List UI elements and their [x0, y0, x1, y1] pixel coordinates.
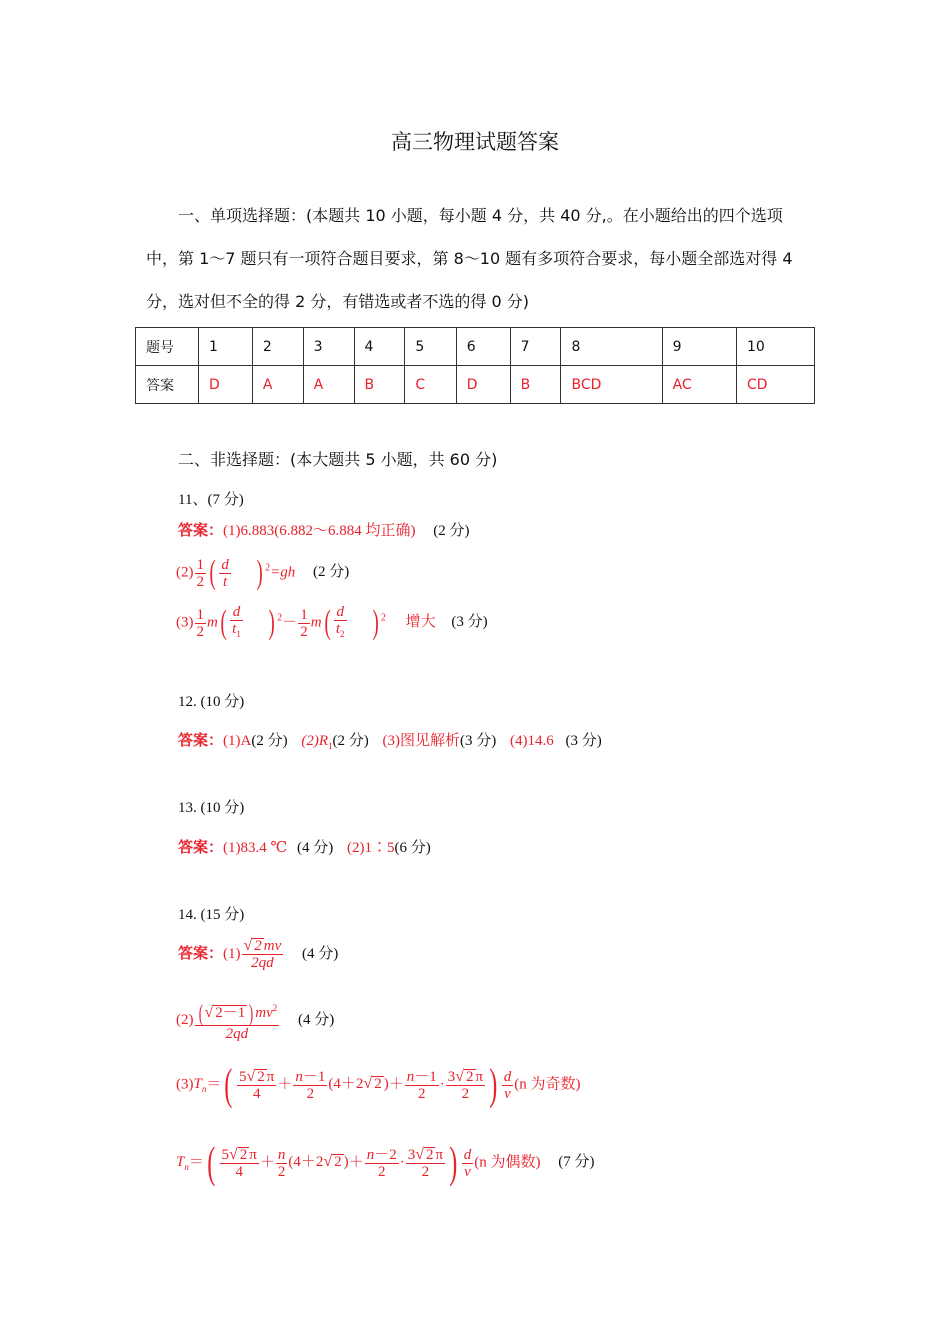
table-cell: 2: [252, 328, 303, 366]
q12-s4: (3 分): [565, 733, 602, 749]
q11-answer-line1: [178, 519, 470, 540]
q14-answer-line2: [176, 1000, 334, 1042]
q12-label: 12. (10 分): [178, 694, 245, 710]
q11-answer-line2: (2) $\frac{1}{2}$ ( $\frac{d}{t}$ ) $^2$=gh (2 分): [176, 554, 350, 591]
fraction-d-over-t2: $\frac{d}{t_2}$: [335, 604, 345, 639]
q12-a2: (2)R: [301, 733, 328, 749]
section1-heading-line1: 一、单项选择题：(本题共 10 小题，每小题 4 分，共 40 分,。在小题给出的四个选项: [178, 206, 783, 225]
answer-cell: CD: [736, 366, 814, 404]
q11-a2-prefix: (2): [176, 564, 194, 581]
paren-close: ): [372, 604, 379, 641]
fraction-half: $\frac{1}{2}$: [196, 556, 204, 590]
q11-a1-score: (2 分): [433, 523, 470, 539]
q14-answer-line3: $(3)T_n=$( $\frac{5√ 2 \pi}{4}$ ＋ $\frac{n-1}{2}$ (4＋2√ 2 )＋ $\frac{n-1}{2}$ · $\frac{3√ 2 \pi}{2}$ ) $\frac{d}{v}$ (n 为奇数): [176, 1060, 581, 1109]
q14-odd-note: (n 为奇数): [514, 1076, 581, 1093]
fraction-d-over-v: $\frac{d}{v}$: [503, 1068, 512, 1102]
paren-open: (: [209, 554, 216, 591]
q14-answer-line1: [178, 938, 338, 971]
answer-cell: B: [510, 366, 561, 404]
fraction-n-minus-1-over-2: $\frac{n-1}{2}$: [406, 1068, 437, 1102]
table-cell: 7: [510, 328, 561, 366]
paren-open: (: [220, 604, 227, 641]
q13-a1: (1)83.4 ℃: [223, 840, 288, 856]
answer-cell: A: [303, 366, 354, 404]
table-row-numbers: [136, 328, 815, 366]
answer-cell: A: [252, 366, 303, 404]
q14-a3-prefix: (3): [176, 1076, 194, 1093]
q13-s1: (4 分): [297, 840, 334, 856]
fraction-d-over-t: $\frac{d}{t}$: [221, 556, 229, 590]
fraction-5root2pi-over-4: $\frac{5√ 2 \pi}{4}$: [221, 1145, 257, 1180]
q13-label: 13. (10 分): [178, 800, 245, 816]
q13-a2: (2)1∶5: [347, 840, 395, 856]
answer-cell: C: [405, 366, 456, 404]
answer-table: [135, 327, 815, 404]
table-cell: 6: [456, 328, 510, 366]
q14-a2-prefix: (2): [176, 1012, 194, 1029]
q12-a4: (4)14.6: [510, 733, 554, 749]
fraction-n-over-2: $\frac{n}{2}$: [277, 1146, 286, 1180]
q12-s2: (2 分): [332, 733, 369, 749]
q14-answer-line4: $T_n=$( $\frac{5√ 2 \pi}{4}$ ＋ $\frac{n}{2}$ (4＋2√ 2 )＋ $\frac{n-2}{2}$ · $\frac{3√ 2 \pi}{2}$ ) $\frac{d}{v}$ (n 为偶数) (7 分): [176, 1138, 595, 1187]
q14-label: 14. (15 分): [178, 907, 245, 923]
fraction-5root2pi-over-4: $\frac{5√ 2 \pi}{4}$: [239, 1067, 275, 1102]
answer-cell: AC: [662, 366, 736, 404]
answer-cell: D: [456, 366, 510, 404]
q14-a2-score: (4 分): [298, 1012, 335, 1029]
q11-a2-score: (2 分): [313, 564, 350, 581]
answer-prefix: 答案：: [178, 521, 224, 539]
fraction-n-minus-1-over-2: $\frac{n-1}{2}$: [295, 1068, 326, 1102]
q11-a3-score: (3 分): [451, 614, 488, 631]
q12-s3: (3 分): [460, 733, 497, 749]
fraction-half: $\frac{1}{2}$: [300, 606, 308, 640]
paren-close: ): [489, 1060, 498, 1109]
q12-a1: (1)A: [223, 733, 252, 749]
answer-cell: BCD: [561, 366, 662, 404]
table-cell: 8: [561, 328, 662, 366]
fraction-root2-mv-over-2qd: $\frac{√ 2 mv}{2qd}$: [243, 937, 282, 971]
table-cell: 5: [405, 328, 456, 366]
paren-close: ): [449, 1138, 458, 1187]
paren-open: (: [207, 1138, 216, 1187]
page-title: 高三物理试题答案: [391, 130, 559, 154]
table-cell: 9: [662, 328, 736, 366]
q11-answer-line3: (3) $\frac{1}{2}$ m( $\frac{d}{t_1}$ ) $^2$－ $\frac{1}{2}$ m( $\frac{d}{t_2}$ ) $^2$ 增大 (3 分): [176, 604, 488, 641]
row-label-number: 题号: [136, 328, 199, 366]
paren-close: ): [256, 554, 263, 591]
section1-heading-line3: 分，选对但不全的得 2 分，有错选或者不选的得 0 分): [146, 292, 529, 311]
q11-a2-tail: =gh: [270, 564, 296, 581]
answer-prefix: 答案：: [178, 731, 224, 749]
q14-even-note: (n 为偶数): [474, 1154, 541, 1171]
q13-answer: [178, 836, 431, 857]
table-row-answers: [136, 366, 815, 404]
table-cell: 3: [303, 328, 354, 366]
fraction-3root2pi-over-2: $\frac{3√ 2 \pi}{2}$: [447, 1067, 484, 1102]
q14-a1-score: (4 分): [302, 945, 339, 962]
q14-a1-prefix: (1): [223, 945, 241, 962]
q12-answer: [178, 729, 602, 751]
q11-a3-prefix: (3): [176, 614, 194, 631]
q13-s2: (6 分): [394, 840, 431, 856]
section2-heading: 二、非选择题：(本大题共 5 小题，共 60 分): [178, 450, 498, 469]
q11-label: 11、(7 分): [178, 492, 244, 508]
fraction-root2-minus-1-mv2-over-2qd: $\frac{( √ 2-1 ) mv^2}{2qd}$: [195, 1000, 280, 1042]
answer-cell: D: [199, 366, 253, 404]
table-cell: 10: [736, 328, 814, 366]
paren-close: ): [268, 604, 275, 641]
q14-a3-score: (7 分): [558, 1154, 595, 1171]
fraction-half: $\frac{1}{2}$: [196, 606, 204, 640]
paren-open: (: [324, 604, 331, 641]
fraction-d-over-t1: $\frac{d}{t_1}$: [232, 604, 241, 639]
q11-a1: (1)6.883(6.882～6.884 均正确): [223, 523, 416, 539]
section1-heading-line2: 中，第 1～7 题只有一项符合题目要求，第 8～10 题有多项符合要求，每小题全部选对得 4: [146, 249, 793, 268]
row-label-answer: 答案: [136, 366, 199, 404]
fraction-n-minus-2-over-2: $\frac{n-2}{2}$: [366, 1146, 397, 1180]
q12-a3: (3)图见解析: [382, 733, 460, 749]
table-cell: 1: [199, 328, 253, 366]
fraction-d-over-v: $\frac{d}{v}$: [463, 1146, 472, 1180]
q12-a2-sub: 1: [328, 741, 333, 751]
paren-open: (: [224, 1060, 233, 1109]
q11-a3-result: 增大: [405, 614, 436, 631]
fraction-3root2pi-over-2: $\frac{3√ 2 \pi}{2}$: [407, 1145, 444, 1180]
answer-prefix: 答案：: [178, 838, 224, 856]
answer-cell: B: [354, 366, 405, 404]
q12-s1: (2 分): [251, 733, 288, 749]
answer-prefix: 答案：: [178, 943, 224, 962]
table-cell: 4: [354, 328, 405, 366]
